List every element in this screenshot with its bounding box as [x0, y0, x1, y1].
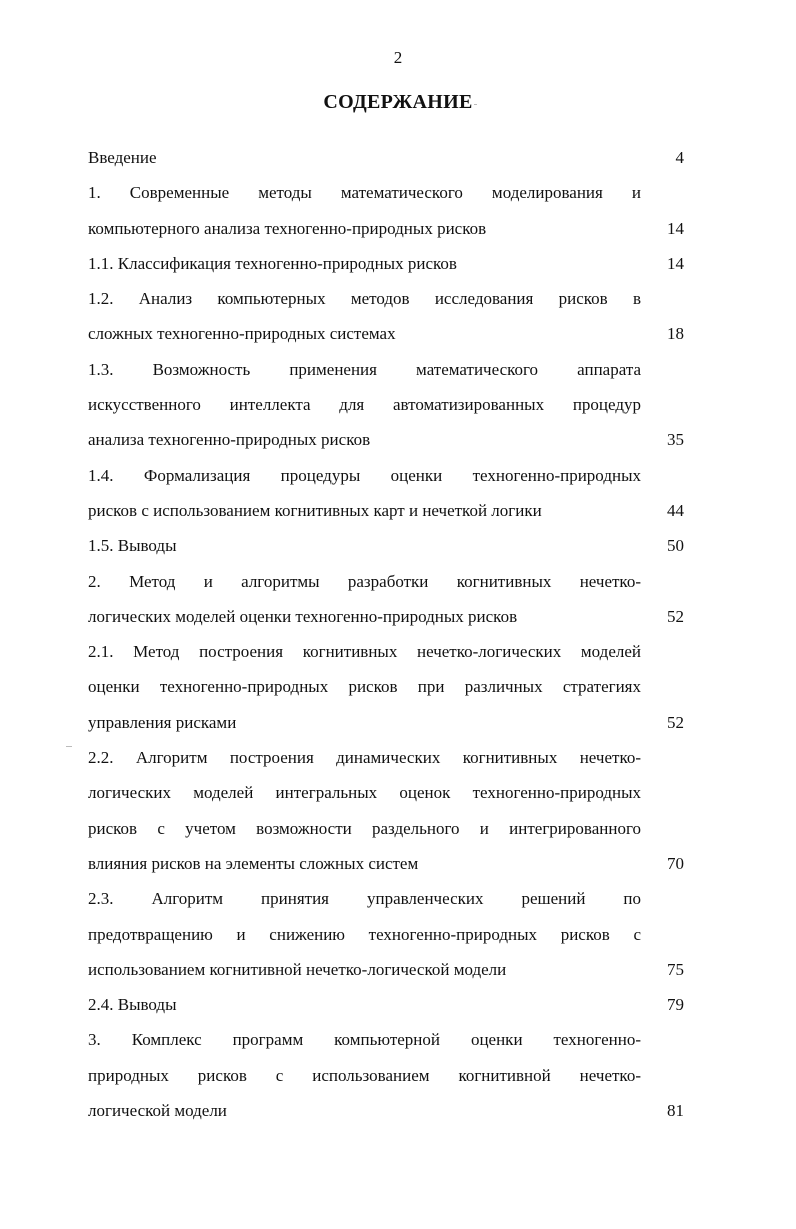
toc-entry-line: логических моделей оценки техногенно-природных рисков: [88, 606, 518, 626]
toc-entry: [88, 528, 684, 563]
toc-page-number: 44: [667, 500, 684, 520]
toc-page-number: 50: [667, 536, 684, 556]
toc-entry: [88, 564, 684, 635]
toc-page-number: 70: [667, 853, 684, 873]
toc-entry-line: 2.4. Выводы: [88, 995, 177, 1015]
toc-entry: [88, 352, 684, 458]
toc-entry-line: 1.4. Формализация процедуры оценки техногенно-природных: [88, 465, 641, 485]
page-number: 2: [393, 48, 403, 67]
toc-entry-line: рисков с использованием когнитивных карт и нечеткой логики: [88, 500, 542, 520]
toc-entry-line: 1.2. Анализ компьютерных методов исследования рисков в: [88, 289, 641, 309]
toc-page-number: 79: [667, 995, 684, 1015]
toc-entry-line: компьютерного анализа техногенно-природных рисков: [88, 218, 487, 238]
toc-entry-line: предотвращению и снижению техногенно-природных рисков с: [88, 924, 641, 944]
toc-entry-line: 2.1. Метод построения когнитивных нечетко-логических моделей: [88, 642, 641, 662]
toc-page-number: 52: [667, 712, 684, 732]
toc-page-number: 14: [667, 253, 684, 273]
toc-entry-line: искусственного интеллекта для автоматизированных процедур: [88, 395, 641, 415]
toc-page-number: 14: [667, 218, 684, 238]
toc-page-number: 35: [667, 430, 684, 450]
toc-entry-line: управления рисками: [88, 712, 237, 732]
toc-entry-line: 1.5. Выводы: [88, 536, 177, 556]
toc-page-number: 18: [667, 324, 684, 344]
toc-entry-line: 2. Метод и алгоритмы разработки когнитивных нечетко-: [88, 571, 641, 591]
toc-entry-line: логических моделей интегральных оценок техногенно-природных: [88, 783, 641, 803]
toc-entry: [88, 281, 684, 352]
scan-speck: [474, 104, 477, 105]
toc-entry: [88, 881, 684, 987]
toc-entry-line: логической модели: [88, 1101, 227, 1121]
toc-entry-line: Введение: [88, 148, 157, 167]
toc-entry-line: рисков с учетом возможности раздельного и интегрированного: [88, 818, 641, 838]
toc-entry-line: сложных техногенно-природных системах: [88, 324, 396, 344]
page-title: СОДЕРЖАНИЕ: [323, 91, 473, 113]
toc-entry: [88, 458, 684, 529]
toc-page-number: 75: [667, 959, 684, 979]
toc-page-number: 52: [667, 606, 684, 626]
toc-entry-line: 1.3. Возможность применения математического аппарата: [88, 359, 641, 379]
toc-entry: [88, 634, 684, 740]
toc-entry: [88, 140, 684, 175]
toc-entry-line: анализа техногенно-природных рисков: [88, 430, 371, 450]
scan-speck: [66, 746, 72, 747]
toc-page-number: 4: [675, 148, 684, 167]
toc-entry-line: 1.1. Классификация техногенно-природных рисков: [88, 253, 457, 273]
toc-entry: [88, 175, 684, 246]
toc-entry-line: 1. Современные методы математического моделирования и: [88, 183, 641, 203]
toc-entry-line: 2.3. Алгоритм принятия управленческих решений по: [88, 889, 641, 909]
toc-entry-line: влияния рисков на элементы сложных систем: [88, 853, 419, 873]
toc-entry: [88, 987, 684, 1022]
toc-entry-line: природных рисков с использованием когнитивной нечетко-: [88, 1065, 641, 1085]
table-of-contents: [88, 140, 684, 1128]
toc-entry: [88, 246, 684, 281]
toc-entry: [88, 740, 684, 881]
toc-entry-line: оценки техногенно-природных рисков при различных стратегиях: [88, 677, 641, 697]
toc-entry-line: 2.2. Алгоритм построения динамических когнитивных нечетко-: [88, 748, 641, 768]
toc-entry-line: использованием когнитивной нечетко-логической модели: [88, 959, 507, 979]
toc-entry-line: 3. Комплекс программ компьютерной оценки техногенно-: [88, 1030, 641, 1050]
toc-entry: [88, 1022, 684, 1128]
toc-page-number: 81: [667, 1101, 684, 1121]
